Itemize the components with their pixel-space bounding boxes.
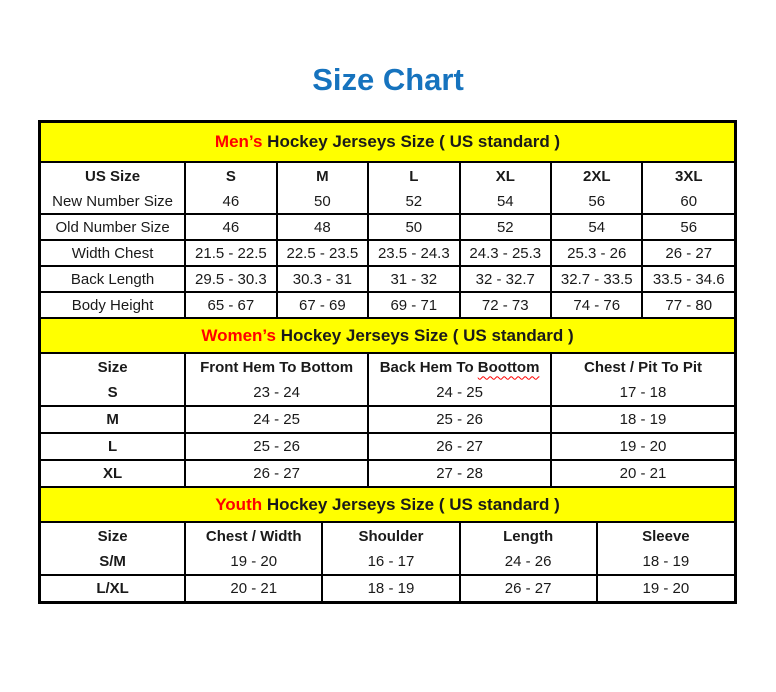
table-cell: 60 (642, 189, 734, 214)
table-cell: 18 - 19 (551, 406, 734, 433)
table-cell: 17 - 18 (551, 380, 734, 406)
column-header: Length (460, 523, 597, 549)
row-label: M (41, 406, 185, 433)
column-header: XL (460, 163, 551, 189)
table-row (41, 189, 734, 214)
row-label: S (41, 380, 185, 406)
row-label: S/M (41, 549, 185, 575)
row-label: XL (41, 460, 185, 486)
womens-section-accent: Women’s (201, 326, 276, 345)
table-cell: 18 - 19 (597, 549, 734, 575)
womens-section-header (41, 317, 734, 354)
table-cell: 26 - 27 (368, 433, 551, 460)
table-cell: 30.3 - 31 (277, 266, 368, 292)
table-cell: 19 - 20 (185, 549, 322, 575)
table-row (41, 380, 734, 406)
table-cell: 24.3 - 25.3 (460, 240, 551, 266)
column-header: Shoulder (322, 523, 459, 549)
column-header: M (277, 163, 368, 189)
table-cell: 23 - 24 (185, 380, 368, 406)
column-header: US Size (41, 163, 185, 189)
column-header: Chest / Width (185, 523, 322, 549)
table-cell: 65 - 67 (185, 292, 276, 317)
table-cell: 50 (368, 214, 459, 240)
row-label: New Number Size (41, 189, 185, 214)
table-cell: 31 - 32 (368, 266, 459, 292)
table-cell: 18 - 19 (322, 575, 459, 601)
womens-size-table (41, 354, 734, 486)
row-label: L/XL (41, 575, 185, 601)
misspelled-word: Boottom (477, 358, 540, 376)
row-label: Body Height (41, 292, 185, 317)
mens-section-header (41, 123, 734, 163)
table-cell: 54 (551, 214, 642, 240)
table-cell: 20 - 21 (185, 575, 322, 601)
table-cell: 67 - 69 (277, 292, 368, 317)
table-cell: 52 (368, 189, 459, 214)
womens-section-title: Hockey Jerseys Size ( US standard ) (275, 326, 574, 345)
table-row (41, 266, 734, 292)
header-row (41, 523, 734, 549)
youth-section-header (41, 486, 734, 523)
size-chart (38, 120, 737, 604)
table-cell: 24 - 25 (368, 380, 551, 406)
table-cell: 26 - 27 (642, 240, 734, 266)
table-cell: 54 (460, 189, 551, 214)
page-title: Size Chart (312, 62, 464, 97)
column-header: Sleeve (597, 523, 734, 549)
mens-section-accent: Men’s (214, 132, 263, 151)
table-cell: 72 - 73 (460, 292, 551, 317)
mens-size-table (41, 163, 734, 317)
table-cell: 20 - 21 (551, 460, 734, 486)
table-cell: 21.5 - 22.5 (185, 240, 276, 266)
table-cell: 33.5 - 34.6 (642, 266, 734, 292)
youth-section-title: Hockey Jerseys Size ( US standard ) (262, 495, 560, 514)
table-cell: 25 - 26 (368, 406, 551, 433)
table-cell: 56 (642, 214, 734, 240)
table-cell: 48 (277, 214, 368, 240)
table-cell: 27 - 28 (368, 460, 551, 486)
table-cell: 19 - 20 (597, 575, 734, 601)
table-cell: 50 (277, 189, 368, 214)
column-header: S (185, 163, 276, 189)
mens-section-title: Hockey Jerseys Size ( US standard ) (262, 132, 561, 151)
table-cell: 32 - 32.7 (460, 266, 551, 292)
youth-section-accent: Youth (215, 495, 263, 514)
table-cell: 16 - 17 (322, 549, 459, 575)
table-cell: 52 (460, 214, 551, 240)
column-header: Size (41, 354, 185, 380)
table-cell: 32.7 - 33.5 (551, 266, 642, 292)
column-header: Size (41, 523, 185, 549)
header-row (41, 163, 734, 189)
table-cell: 46 (185, 189, 276, 214)
table-cell: 22.5 - 23.5 (277, 240, 368, 266)
table-cell: 23.5 - 24.3 (368, 240, 459, 266)
table-row (41, 292, 734, 317)
table-cell: 25.3 - 26 (551, 240, 642, 266)
column-header: 3XL (642, 163, 734, 189)
table-cell: 56 (551, 189, 642, 214)
row-label: Old Number Size (41, 214, 185, 240)
table-cell: 69 - 71 (368, 292, 459, 317)
table-row (41, 549, 734, 575)
column-header: L (368, 163, 459, 189)
table-cell: 19 - 20 (551, 433, 734, 460)
row-label: Back Length (41, 266, 185, 292)
table-cell: 77 - 80 (642, 292, 734, 317)
table-cell: 25 - 26 (185, 433, 368, 460)
table-cell: 29.5 - 30.3 (185, 266, 276, 292)
table-row (41, 406, 734, 433)
table-cell: 26 - 27 (185, 460, 368, 486)
column-header: 2XL (551, 163, 642, 189)
table-row (41, 460, 734, 486)
row-label: Width Chest (41, 240, 185, 266)
table-row (41, 240, 734, 266)
table-cell: 24 - 26 (460, 549, 597, 575)
table-cell: 24 - 25 (185, 406, 368, 433)
header-row (41, 354, 734, 380)
column-header: Front Hem To Bottom (185, 354, 368, 380)
row-label: L (41, 433, 185, 460)
table-cell: 46 (185, 214, 276, 240)
table-row (41, 433, 734, 460)
column-header: Back Hem To Boottom (368, 354, 551, 380)
table-row (41, 575, 734, 601)
table-cell: 26 - 27 (460, 575, 597, 601)
table-row (41, 214, 734, 240)
table-cell: 74 - 76 (551, 292, 642, 317)
youth-size-table (41, 523, 734, 601)
column-header: Chest / Pit To Pit (551, 354, 734, 380)
